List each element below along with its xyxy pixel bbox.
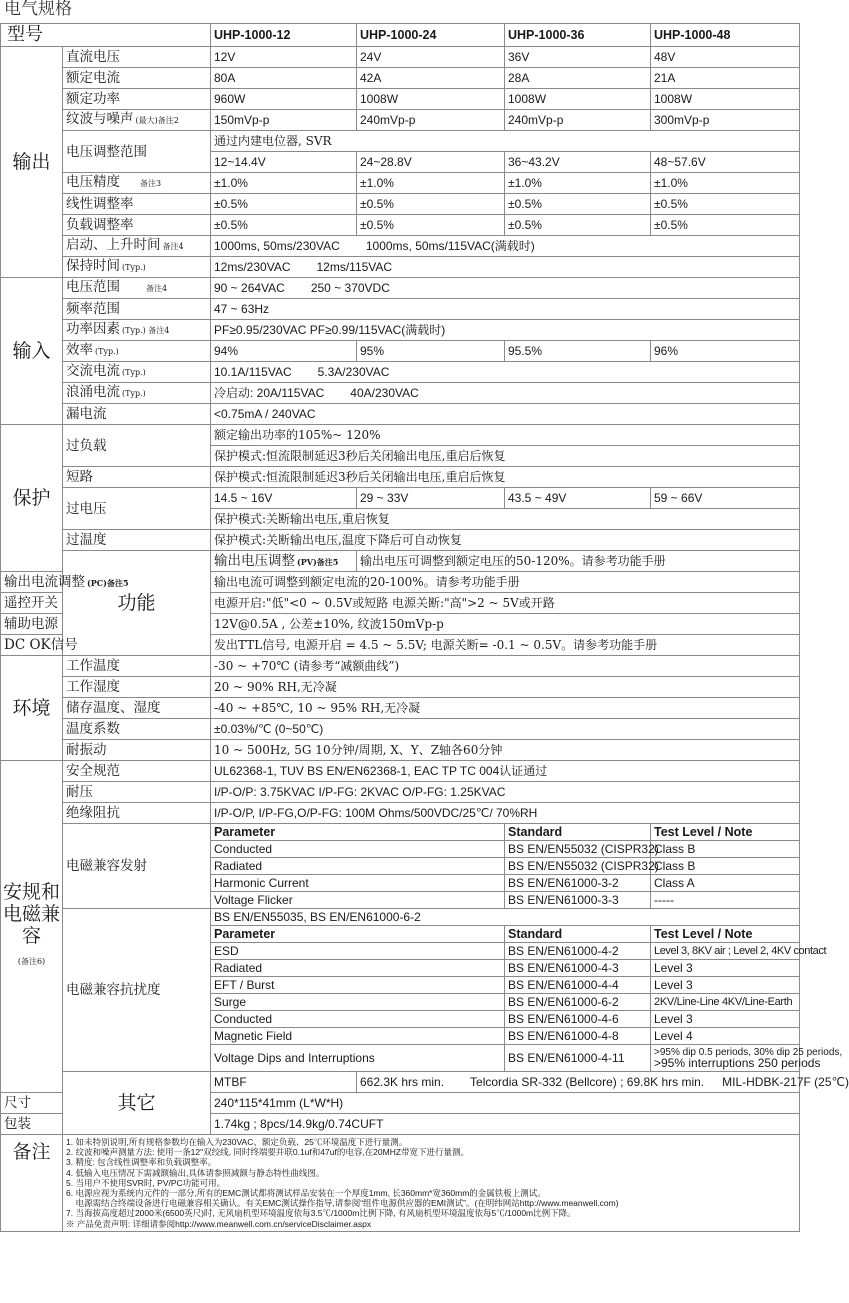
label-text: 启动、上升时间 — [66, 237, 161, 253]
note-line: ※ 产品免责声明: 详细请参阅http://www.meanwell.com.cn/serviceDisclaimer.aspx — [66, 1218, 372, 1229]
cell-span — [211, 383, 800, 404]
cell-span: -40 ~ +85℃, 10 ~ 95% RH,无冷凝 — [211, 698, 800, 719]
spec-row-leakage — [1, 404, 800, 425]
cell: Magnetic Field — [211, 1028, 505, 1045]
label-text: 输出电压调整 — [214, 552, 295, 569]
model-name: UHP-1000-12 — [211, 24, 357, 47]
row-label: 电压调整范围 — [63, 131, 211, 173]
row-label: 负载调整率 — [63, 215, 211, 236]
cell: Harmonic Current — [211, 875, 505, 892]
cell-span — [211, 257, 800, 278]
spec-row-voltage-adj — [1, 131, 800, 152]
cell — [651, 1045, 843, 1072]
cell: 95.5% — [505, 341, 651, 362]
cell: 14.5 ~ 16V — [211, 488, 357, 509]
label-note: (Typ.) — [122, 368, 146, 377]
cell-span: PF≥0.95/230VAC PF≥0.99/115VAC(满载时) — [211, 320, 800, 341]
cell: ±1.0% — [651, 173, 800, 194]
row-label: DC OK信号 — [1, 635, 63, 656]
spec-row-ac-current — [1, 362, 800, 383]
cell: Conducted — [211, 841, 505, 858]
row-label — [63, 110, 211, 131]
cell: Radiated — [211, 858, 505, 875]
section-protection: 保护 — [1, 425, 63, 572]
section-input: 输入 — [1, 278, 63, 425]
cell-span: 10 ~ 500Hz, 5G 10分钟/周期, X、Y、Z轴各60分钟 — [211, 740, 800, 761]
row-label: 工作温度 — [63, 656, 211, 677]
row-label: 额定电流 — [63, 68, 211, 89]
cell: 300mVp-p — [651, 110, 800, 131]
label-text: 交流电流 — [66, 363, 120, 379]
spec-row-rated-power — [1, 89, 800, 110]
cell: Conducted — [211, 1011, 505, 1028]
spec-row-line-regulation — [1, 194, 800, 215]
cell: BS EN/EN61000-4-4 — [505, 977, 651, 994]
cell: 12V — [211, 47, 357, 68]
cell: Class B — [651, 858, 800, 875]
cell-span: 240*115*41mm (L*W*H) — [211, 1093, 800, 1114]
cell: 48~57.6V — [651, 152, 800, 173]
spec-row-over-temp — [1, 530, 800, 551]
model-header-row — [1, 24, 800, 47]
cell: ±0.5% — [505, 215, 651, 236]
cell: ±0.5% — [211, 215, 357, 236]
spec-row-rated-current — [1, 68, 800, 89]
row-label: 漏电流 — [63, 404, 211, 425]
emc-immunity-top — [1, 909, 800, 926]
cell: ±0.5% — [357, 215, 505, 236]
row-label — [63, 173, 211, 194]
row-label: 过电压 — [63, 488, 211, 530]
spec-row-overload — [1, 425, 800, 446]
cell: 29 ~ 33V — [357, 488, 505, 509]
spec-row-inrush — [1, 383, 800, 404]
cell-span: ±0.03%/℃ (0~50℃) — [211, 719, 800, 740]
cell: Level 3 — [651, 977, 800, 994]
col-header: Test Level / Note — [651, 824, 800, 841]
cell: BS EN/EN55032 (CISPR32) — [505, 858, 651, 875]
row-label — [211, 551, 357, 572]
row-label — [1, 572, 129, 593]
value-c: MIL-HDBK-217F (25℃) — [722, 1075, 849, 1089]
cell-span: BS EN/EN55035, BS EN/EN61000-6-2 — [211, 909, 800, 926]
cell: 36~43.2V — [505, 152, 651, 173]
spec-row-isolation — [1, 803, 800, 824]
cell: ----- — [651, 892, 800, 909]
cell: ±0.5% — [505, 194, 651, 215]
spec-row-ripple — [1, 110, 800, 131]
row-label: 短路 — [63, 467, 211, 488]
spec-row-frequency — [1, 299, 800, 320]
spec-row-dc-voltage — [1, 47, 800, 68]
dips-line-2: >95% interruptions 250 periods — [654, 1055, 821, 1070]
value-a: 12ms/230VAC — [214, 260, 291, 274]
cell: 95% — [357, 341, 505, 362]
cell-span: UL62368-1, TUV BS EN/EN62368-1, EAC TP TC 004认证通过 — [211, 761, 800, 782]
row-label: 遥控开关 — [1, 593, 63, 614]
spec-row-voltage-tolerance — [1, 173, 800, 194]
cell-span: 输出电流可调整到额定电流的20-100%。请参考功能手册 — [211, 572, 800, 593]
model-label: 型号 — [1, 24, 211, 47]
label-text: 电压精度 — [66, 174, 120, 190]
spec-row-short-circuit — [1, 467, 800, 488]
value-b: 12ms/115VAC — [316, 260, 393, 274]
cell-span: 电源开启:"低"<0 ~ 0.5V或短路 电源关断:"高">2 ~ 5V或开路 — [211, 593, 800, 614]
spec-row-power-factor — [1, 320, 800, 341]
label-text: 效率 — [66, 342, 93, 358]
label-note: (PC)备注5 — [87, 577, 129, 588]
model-name: UHP-1000-36 — [505, 24, 651, 47]
value-a: 冷启动: 20A/115VAC — [214, 386, 325, 400]
cell: 2KV/Line-Line 4KV/Line-Earth — [651, 994, 800, 1011]
cell-span: 1.74kg ; 8pcs/14.9kg/0.74CUFT — [211, 1114, 800, 1135]
spec-row-input-voltage — [1, 278, 800, 299]
label-note: (Typ.) — [95, 347, 119, 356]
row-label: 温度系数 — [63, 719, 211, 740]
row-label: 安全规范 — [63, 761, 211, 782]
row-label: 耐压 — [63, 782, 211, 803]
label-note: 备注4 — [162, 242, 184, 251]
cell: BS EN/EN61000-4-8 — [505, 1028, 651, 1045]
cell: 96% — [651, 341, 800, 362]
dips-line-1: >95% dip 0.5 periods, 30% dip 25 periods, — [654, 1046, 843, 1058]
cell-span — [211, 278, 800, 299]
value-a: 90 ~ 264VAC — [214, 281, 285, 295]
label-note: 备注4 — [146, 284, 168, 293]
cell: 240mVp-p — [505, 110, 651, 131]
row-label: 频率范围 — [63, 299, 211, 320]
cell: 1008W — [651, 89, 800, 110]
label-text: 功率因素 — [66, 321, 120, 337]
note-line: 5. 当用户不使用SVR时, PV/PC功能可用。 — [66, 1177, 226, 1188]
col-header: Parameter — [211, 824, 505, 841]
cell: Level 3 — [651, 960, 800, 977]
cell: ESD — [211, 943, 505, 960]
cell: ±0.5% — [651, 194, 800, 215]
cell: 48V — [651, 47, 800, 68]
row-label: 耐振动 — [63, 740, 211, 761]
section-title: 安规和电磁兼容 — [2, 880, 60, 947]
cell: BS EN/EN61000-4-3 — [505, 960, 651, 977]
cell: Class A — [651, 875, 800, 892]
value-b: 40A/230VAC — [350, 386, 419, 400]
row-label: MTBF — [211, 1072, 357, 1093]
section-environment: 环境 — [1, 656, 63, 761]
spec-row-load-regulation — [1, 215, 800, 236]
label-text: 电压范围 — [66, 279, 120, 295]
row-label: 包装 — [1, 1114, 63, 1135]
cell: 42A — [357, 68, 505, 89]
cell-span — [357, 1072, 849, 1093]
row-label: 绝缘阻抗 — [63, 803, 211, 824]
value-a: 10.1A/115VAC — [214, 365, 292, 379]
section-function: 功能 — [63, 551, 211, 656]
cell: Level 3, 8KV air ; Level 2, 4KV contact — [651, 943, 800, 960]
label-text: 纹波与噪声 — [66, 111, 134, 127]
cell: Surge — [211, 994, 505, 1011]
notes-block — [63, 1135, 800, 1232]
model-name: UHP-1000-48 — [651, 24, 800, 47]
col-header: Parameter — [211, 926, 505, 943]
cell: 28A — [505, 68, 651, 89]
spec-row-setup-rise — [1, 236, 800, 257]
cell-span: 保护模式:关断输出电压,重启恢复 — [211, 509, 800, 530]
row-label — [63, 383, 211, 404]
cell-span: 通过内建电位器, SVR — [211, 131, 800, 152]
row-label — [63, 362, 211, 383]
note-line: 1. 如未特别说明,所有规格参数均在输入为230VAC、额定负载、25℃环境温度下进行量测。 — [66, 1137, 408, 1147]
value-a: 1000ms, 50ms/230VAC — [214, 239, 340, 253]
emc-emission-header — [1, 824, 800, 841]
label-note: (Typ.) — [122, 389, 146, 398]
row-label: 电磁兼容抗扰度 — [63, 909, 211, 1072]
cell: 80A — [211, 68, 357, 89]
label-text: 输出电流调整 — [4, 573, 85, 590]
cell: 24V — [357, 47, 505, 68]
section-safety — [1, 761, 63, 1093]
note-line: 7. 当海拔高度超过2000米(6500英尺)时, 无风扇机型环境温度依每3.5℃/1000m比例下降, 有风扇机型环境温度依每5℃/1000m比例下降。 — [66, 1208, 576, 1219]
label-note: (Typ.) — [122, 263, 146, 272]
note-line: 6. 电源应视为系统内元件的一部分,所有的EMC测试都将测试样品安装在一个厚度1mm, 长360mm*宽360mm的金属铁板上测试。 — [66, 1188, 546, 1199]
cell-span: 保护模式:恒流限制延迟3秒后关闭输出电压,重启后恢复 — [211, 467, 800, 488]
cell: 960W — [211, 89, 357, 110]
spec-row-working-humidity — [1, 677, 800, 698]
cell: 1008W — [357, 89, 505, 110]
spec-row-safety-standards — [1, 761, 800, 782]
cell-span: 发出TTL信号, 电源开启 = 4.5 ~ 5.5V; 电源关断= -0.1 ~ 0.5V。请参考功能手册 — [211, 635, 800, 656]
cell: BS EN/EN61000-4-6 — [505, 1011, 651, 1028]
row-label — [63, 257, 211, 278]
note-line: 2. 纹波和噪声测量方法: 使用一条12"双绞线, 同时终端要并联0.1uf和47uf的电容,在20MHZ带宽下进行量测。 — [66, 1147, 470, 1158]
cell-span: I/P-O/P, I/P-FG,O/P-FG: 100M Ohms/500VDC/25℃/ 70%RH — [211, 803, 800, 824]
cell-span: 保护模式:关断输出电压,温度下降后可自动恢复 — [211, 530, 800, 551]
cell: BS EN/EN61000-3-3 — [505, 892, 651, 909]
cell: BS EN/EN61000-3-2 — [505, 875, 651, 892]
row-label: 工作湿度 — [63, 677, 211, 698]
cell-span: 输出电压可调整到额定电压的50-120%。请参考功能手册 — [357, 551, 800, 572]
spec-row-temp-coeff — [1, 719, 800, 740]
spec-row-mtbf — [1, 1072, 800, 1093]
cell: ±1.0% — [505, 173, 651, 194]
cell: Radiated — [211, 960, 505, 977]
row-label — [63, 278, 211, 299]
cell-span: 12V@0.5A , 公差±10%, 纹波150mVp-p — [211, 614, 800, 635]
section-output: 输出 — [1, 47, 63, 278]
cell-span: 47 ~ 63Hz — [211, 299, 800, 320]
label-note: (最大)备注2 — [135, 116, 179, 125]
cell: 1008W — [505, 89, 651, 110]
cell: 43.5 ~ 49V — [505, 488, 651, 509]
label-note: (PV)备注5 — [297, 556, 339, 567]
label-text: 保持时间 — [66, 258, 120, 274]
cell: BS EN/EN61000-4-2 — [505, 943, 651, 960]
cell: Level 3 — [651, 1011, 800, 1028]
cell: Voltage Flicker — [211, 892, 505, 909]
cell: BS EN/EN55032 (CISPR32) — [505, 841, 651, 858]
row-label: 额定功率 — [63, 89, 211, 110]
cell: ±0.5% — [357, 194, 505, 215]
row-label — [63, 341, 211, 362]
cell-span: 20 ~ 90% RH,无冷凝 — [211, 677, 800, 698]
row-label: 储存温度、湿度 — [63, 698, 211, 719]
cell: 12~14.4V — [211, 152, 357, 173]
note-line: 3. 精度: 包含线性调整率和负载调整率。 — [66, 1157, 217, 1168]
col-header: Standard — [505, 824, 651, 841]
spec-row-hold-up — [1, 257, 800, 278]
cell-span: <0.75mA / 240VAC — [211, 404, 800, 425]
model-name: UHP-1000-24 — [357, 24, 505, 47]
label-note: (Typ.) 备注4 — [122, 326, 170, 335]
cell-span: -30 ~ +70℃ (请参考“减额曲线”) — [211, 656, 800, 677]
notes-row — [1, 1135, 800, 1232]
spec-row-pv — [1, 551, 800, 572]
spec-row-over-voltage — [1, 488, 800, 509]
cell: EFT / Burst — [211, 977, 505, 994]
cell: 24~28.8V — [357, 152, 505, 173]
cell: Voltage Dips and Interruptions — [211, 1045, 505, 1072]
value-b: Telcordia SR-332 (Bellcore) ; 69.8K hrs min. — [470, 1075, 705, 1089]
section-others: 其它 — [63, 1072, 211, 1135]
spec-row-efficiency — [1, 341, 800, 362]
row-label — [63, 320, 211, 341]
row-label: 线性调整率 — [63, 194, 211, 215]
section-notes: 备注 — [1, 1135, 63, 1232]
cell: ±0.5% — [211, 194, 357, 215]
col-header: Standard — [505, 926, 651, 943]
cell: ±1.0% — [357, 173, 505, 194]
spec-row-storage — [1, 698, 800, 719]
cell: 94% — [211, 341, 357, 362]
cell: 150mVp-p — [211, 110, 357, 131]
label-text: 浪涌电流 — [66, 384, 120, 400]
label-note: 备注3 — [140, 179, 162, 188]
row-label: 辅助电源 — [1, 614, 63, 635]
value-b: 250 ~ 370VDC — [310, 281, 390, 295]
cell: 240mVp-p — [357, 110, 505, 131]
row-label: 电磁兼容发射 — [63, 824, 211, 909]
row-label — [63, 236, 211, 257]
spec-table — [0, 23, 849, 1232]
note-line: 电源需结合终端设备进行电磁兼容相关确认。有关EMC测试操作指导,请参阅“组件电源供应器的EMI测试”。(在明纬网站http://www.meanwell.com) — [66, 1198, 619, 1209]
cell: BS EN/EN61000-6-2 — [505, 994, 651, 1011]
cell-span: 保护模式:恒流限制延迟3秒后关闭输出电压,重启后恢复 — [211, 446, 800, 467]
cell-span: 额定输出功率的105%~ 120% — [211, 425, 800, 446]
spec-row-working-temp — [1, 656, 800, 677]
cell: 59 ~ 66V — [651, 488, 800, 509]
cell: BS EN/EN61000-4-11 — [505, 1045, 651, 1072]
cell: ±0.5% — [651, 215, 800, 236]
value-a: 662.3K hrs min. — [360, 1075, 445, 1089]
spec-row-vibration — [1, 740, 800, 761]
note-line: 4. 低输入电压情况下需减额输出,具体请参照减额与静态特性曲线图。 — [66, 1167, 325, 1178]
cell-span — [211, 362, 800, 383]
value-b: 1000ms, 50ms/115VAC(满载时) — [365, 239, 535, 253]
col-header: Test Level / Note — [651, 926, 800, 943]
cell-span — [211, 236, 800, 257]
page-title: 电气规格 — [4, 0, 72, 19]
cell-span: I/P-O/P: 3.75KVAC I/P-FG: 2KVAC O/P-FG: 1.25KVAC — [211, 782, 800, 803]
cell: 36V — [505, 47, 651, 68]
cell: Class B — [651, 841, 800, 858]
section-note: (备注6) — [17, 956, 46, 966]
row-label: 直流电压 — [63, 47, 211, 68]
cell: Level 4 — [651, 1028, 800, 1045]
row-label: 过温度 — [63, 530, 211, 551]
row-label: 过负载 — [63, 425, 211, 467]
value-b: 5.3A/230VAC — [317, 365, 390, 379]
spec-row-withstand — [1, 782, 800, 803]
cell: 21A — [651, 68, 800, 89]
cell: ±1.0% — [211, 173, 357, 194]
row-label: 尺寸 — [1, 1093, 63, 1114]
